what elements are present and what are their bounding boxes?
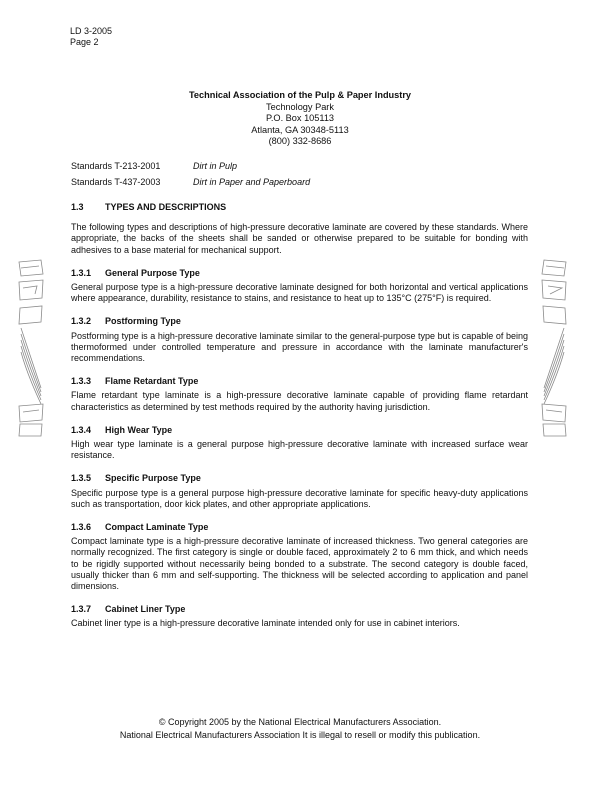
- standard-title: Dirt in Paper and Paperboard: [193, 177, 311, 187]
- subsection-heading: [71, 604, 528, 615]
- section-heading: [71, 202, 528, 213]
- subsection-text: High wear type laminate is a general purpose high-pressure decorative laminate with increased surface wear resistance.: [71, 439, 528, 461]
- subsection-number: 1.3.2: [71, 316, 92, 327]
- section-title: TYPES AND DESCRIPTIONS: [105, 202, 227, 212]
- standard-item: [71, 174, 310, 190]
- page-number: Page 2: [70, 37, 99, 47]
- subsection-title: Specific Purpose Type: [105, 473, 201, 484]
- section-types-and-descriptions: [71, 202, 528, 630]
- subsection-title: Flame Retardant Type: [105, 376, 199, 387]
- subsection-number: 1.3.1: [71, 267, 92, 278]
- subsection-text: Compact laminate type is a high-pressure decorative laminate of increased thickness. Two general categories are normally recognized. The first category is single or double faced, approximately 2 to 6 mm thick, and which needs to be rigidly supported without necessarily being bonded to a substrate. The second category is double faced, usually thicker than 6 mm and self-supporting. The thickness will be selected according to application and panel dimensions.: [71, 536, 528, 592]
- subsection-number: 1.3.3: [71, 376, 92, 387]
- subsection-heading: [71, 473, 528, 484]
- subsection-title: Cabinet Liner Type: [105, 604, 186, 615]
- subsection-heading: [71, 522, 528, 533]
- subsection-heading: [71, 425, 528, 436]
- subsection-heading: [71, 376, 528, 387]
- standard-code: Standards T-213-2001: [71, 161, 161, 171]
- page-header: [70, 26, 112, 48]
- address-line: Atlanta, GA 30348-5113: [251, 124, 349, 135]
- address-line: P.O. Box 105113: [265, 113, 335, 124]
- side-decoration-right: [540, 258, 568, 438]
- subsection-text: Specific purpose type is a general purpose high-pressure decorative laminate for specific heavy-duty applications such as transportation, door kick plates, and other appropriate applications.: [71, 487, 528, 509]
- subsection-text: Postforming type is a high-pressure decorative laminate similar to the general-purpose type but is capable of being thermoformed under controlled temperature and pressure in accordance with the laminate manufacturer's recommendations.: [71, 330, 528, 364]
- page-footer: [0, 716, 600, 742]
- subsection-number: 1.3.4: [71, 424, 92, 435]
- standards-list: [71, 158, 310, 190]
- subsection-heading: [71, 316, 528, 327]
- subsection-title: Compact Laminate Type: [105, 522, 209, 533]
- subsection-number: 1.3.6: [71, 522, 92, 533]
- standard-title: Dirt in Pulp: [193, 161, 238, 171]
- document-id: LD 3-2005: [70, 26, 113, 36]
- copyright-notice: © Copyright 2005 by the National Electrical Manufacturers Association.: [158, 717, 442, 727]
- subsection-title: High Wear Type: [105, 424, 173, 435]
- standard-item: [71, 158, 310, 174]
- standard-code: Standards T-437-2003: [71, 177, 161, 187]
- phone-number: (800) 332-8686: [268, 136, 332, 147]
- organization-address-block: [0, 90, 600, 148]
- subsection-title: General Purpose Type: [105, 267, 200, 278]
- organization-name: Technical Association of the Pulp & Paper Industry: [188, 90, 412, 100]
- subsection-text: Cabinet liner type is a high-pressure decorative laminate intended only for use in cabinet interiors.: [71, 618, 460, 629]
- subsection-number: 1.3.5: [71, 473, 92, 484]
- subsection-title: Postforming Type: [105, 316, 181, 327]
- resale-notice: National Electrical Manufacturers Association It is illegal to resell or modify this publication.: [119, 730, 481, 740]
- subsection-heading: [71, 268, 528, 279]
- section-intro: The following types and descriptions of high-pressure decorative laminate are covered by these standards. Where appropriate, the backs of the sheets shall be sanded or otherwise prepared to be suitable for bonding with adhesives to a base material for mechanical support.: [71, 222, 528, 255]
- side-decoration-left: [17, 258, 45, 438]
- subsection-text: Flame retardant type laminate is a high-pressure decorative laminate capable of providing flame retardant characteristics as determined by test methods required by the authority having jurisdiction.: [71, 390, 528, 412]
- address-line: Technology Park: [266, 101, 334, 112]
- subsection-text: General purpose type is a high-pressure decorative laminate designed for both horizontal and vertical applications where appearance, durability, resistance to stains, and resistance to heat up to 135°C (275°F) is required.: [71, 282, 528, 304]
- section-number: 1.3: [71, 202, 84, 212]
- subsection-number: 1.3.7: [71, 604, 92, 615]
